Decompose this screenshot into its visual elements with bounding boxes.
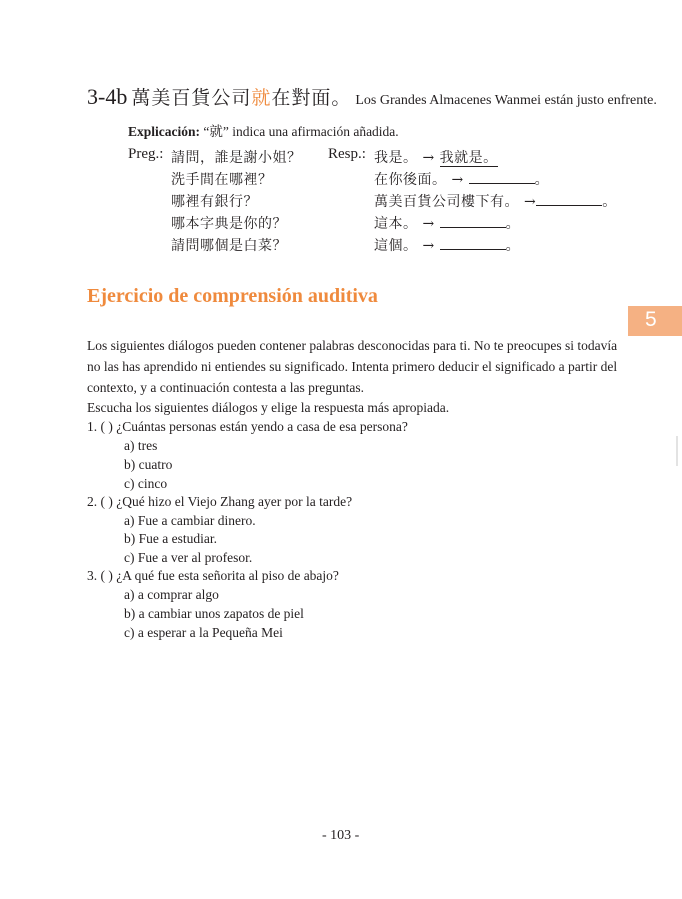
drill-answer-start: 我是。 bbox=[374, 150, 418, 166]
preg-label: Preg.: bbox=[128, 146, 164, 162]
question-prefix[interactable]: 3. ( ) bbox=[87, 568, 113, 583]
answer-blank[interactable] bbox=[469, 171, 535, 184]
arrow-icon: → bbox=[523, 194, 537, 210]
arrow-icon: → bbox=[422, 238, 435, 254]
chapter-tab bbox=[628, 306, 682, 336]
option-1b[interactable]: b) cuatro bbox=[124, 457, 173, 472]
drill-answer-4 bbox=[374, 213, 520, 233]
intro-line-3: contexto, y a continuación contesta a las preguntas. bbox=[87, 380, 365, 395]
example-chinese bbox=[131, 87, 351, 109]
resp-label: Resp.: bbox=[328, 146, 366, 162]
question-2 bbox=[87, 494, 352, 510]
intro-paragraph bbox=[87, 335, 617, 398]
drill-answer-start: 在你後面。 bbox=[374, 172, 447, 188]
answer-blank[interactable] bbox=[440, 215, 506, 228]
drill-question-3: 哪裡有銀行？ bbox=[171, 194, 258, 210]
drill-answer-3 bbox=[374, 191, 617, 211]
end-mark: 。 bbox=[602, 194, 617, 210]
example-chinese-after: 在對面。 bbox=[271, 87, 352, 109]
section-title: Ejercicio de comprensión auditiva bbox=[87, 285, 378, 307]
example-translation: Los Grandes Almacenes Wanmei están justo enfrente. bbox=[355, 93, 657, 108]
page-number: - 103 - bbox=[322, 828, 360, 843]
arrow-icon: → bbox=[422, 150, 435, 166]
drill-answer-model: 我就是。 bbox=[439, 150, 498, 166]
side-margin-mark bbox=[676, 436, 678, 466]
end-mark: 。 bbox=[505, 238, 521, 254]
drill-answer-1 bbox=[374, 147, 498, 167]
example-chinese-before: 萬美百貨公司 bbox=[131, 87, 252, 109]
intro-line-1: Los siguientes diálogos pueden contener palabras desconocidas para ti. No te preocupes si todavía bbox=[87, 338, 618, 353]
question-prefix[interactable]: 2. ( ) bbox=[87, 494, 113, 509]
example-chinese-highlight: 就 bbox=[251, 87, 272, 109]
option-3b[interactable]: b) a cambiar unos zapatos de piel bbox=[124, 606, 304, 621]
example-number: 3-4b bbox=[87, 84, 128, 109]
end-mark: 。 bbox=[505, 216, 521, 232]
answer-blank[interactable] bbox=[440, 237, 506, 250]
question-text: ¿A qué fue esta señorita al piso de abajo? bbox=[116, 568, 339, 583]
drill-answer-5 bbox=[374, 235, 520, 255]
option-2b[interactable]: b) Fue a estudiar. bbox=[124, 531, 217, 546]
end-mark: 。 bbox=[534, 172, 550, 188]
question-text: ¿Qué hizo el Viejo Zhang ayer por la tarde? bbox=[116, 494, 353, 509]
option-2c[interactable]: c) Fue a ver al profesor. bbox=[124, 550, 253, 565]
explanation-label: Explicación: bbox=[128, 124, 201, 139]
drill-answer-start: 這本。 bbox=[374, 216, 418, 232]
arrow-icon: → bbox=[451, 172, 464, 188]
chapter-number: 5 bbox=[645, 308, 657, 331]
intro-line-2: no las has aprendido ni entiendes su significado. Intenta primero deducir el significado a partir del bbox=[87, 359, 618, 374]
explanation-text: “就” indica una afirmación añadida. bbox=[200, 124, 399, 139]
drill-question-1: 請問，誰是謝小姐？ bbox=[171, 150, 302, 166]
question-text: ¿Cuántas personas están yendo a casa de esa persona? bbox=[116, 419, 408, 434]
instructions: Escucha los siguientes diálogos y elige la respuesta más apropiada. bbox=[87, 400, 450, 415]
question-3 bbox=[87, 568, 339, 584]
drill-answer-start: 萬美百貨公司樓下有。 bbox=[374, 194, 519, 210]
drill-question-5: 請問哪個是白菜？ bbox=[171, 238, 287, 254]
explanation bbox=[128, 120, 399, 140]
option-3c[interactable]: c) a esperar a la Pequeña Mei bbox=[124, 625, 283, 640]
question-1 bbox=[87, 419, 408, 435]
drill-answer-2 bbox=[374, 169, 549, 189]
example-heading bbox=[87, 83, 657, 110]
question-prefix[interactable]: 1. ( ) bbox=[87, 419, 113, 434]
drill-question-2: 洗手間在哪裡？ bbox=[171, 172, 273, 188]
option-3a[interactable]: a) a comprar algo bbox=[124, 587, 219, 602]
option-1a[interactable]: a) tres bbox=[124, 438, 158, 453]
answer-blank[interactable] bbox=[536, 193, 602, 206]
drill-question-4: 哪本字典是你的？ bbox=[171, 216, 287, 232]
option-2a[interactable]: a) Fue a cambiar dinero. bbox=[124, 513, 256, 528]
arrow-icon: → bbox=[422, 216, 435, 232]
option-1c[interactable]: c) cinco bbox=[124, 476, 168, 491]
drill-answer-start: 這個。 bbox=[374, 238, 418, 254]
